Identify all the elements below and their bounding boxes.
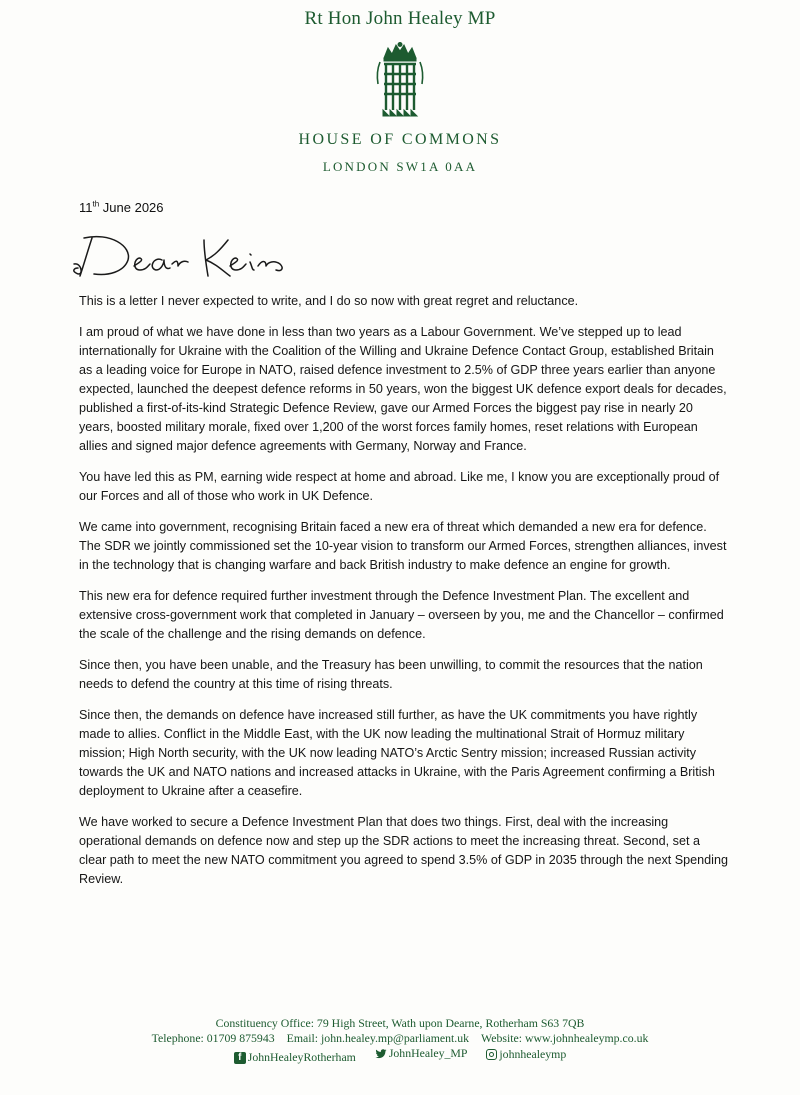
letterhead-address: LONDON SW1A 0AA: [322, 159, 478, 174]
handwritten-salutation: [70, 226, 300, 284]
letter-paragraph-1: This is a letter I never expected to write, and I do so now with great regret and reluctance.: [79, 294, 579, 308]
facebook-handle: JohnHealeyRotherham: [247, 1050, 356, 1064]
twitter-handle: JohnHealey_MP: [388, 1046, 468, 1060]
letter-footer: [0, 1016, 800, 1065]
letter-body: [79, 292, 729, 901]
instagram-handle: johnhealeymp: [499, 1046, 567, 1061]
letter-paragraph-7: Since then, the demands on defence have increased still further, as have the UK commitments you have rightly made to allies. Conflict in the Middle East, with the UK now leading the multinational Strait of Hormuz military mission; High North security, with the UK now leading NATO’s Arctic Sentry mission; increased Russian activity towards the UK and NATO nations and increased attacks in Ukraine, with the Paris Agreement confirming a British deployment to Ukraine after a ceasefire.: [79, 708, 715, 798]
portcullis-icon: [372, 42, 428, 118]
letter-paragraph-4: We came into government, recognising Britain faced a new era of threat which demanded a new era for defence. The SDR we jointly commissioned set the 10-year vision to transform our Armed Forces, strengthen alliances, invest in the technology that is changing warfare and back British industry to make defence an engine for growth.: [79, 520, 727, 572]
letterhead-name: Rt Hon John Healey MP: [304, 8, 496, 29]
date-day: 11: [79, 200, 93, 215]
footer-contact-row: [0, 1031, 800, 1046]
date-month-year: June 2026: [99, 200, 164, 215]
letter-paragraph-2: I am proud of what we have done in less than two years as a Labour Government. We’ve stepped up to lead internationally for Ukraine with the Coalition of the Willing and Ukraine Defence Contact Group, established Britain as a leading voice for Europe in NATO, raised defence investment to 2.5% of GDP three years earlier than anyone expected, launched the deepest defence reforms in 50 years, won the biggest UK defence export deals for decades, published a first-of-its-kind Strategic Defence Review, gave our Armed Forces the biggest pay rise in nearly 20 years, boosted military morale, fixed over 1,200 of the worst forces family homes, reset relations with European allies and signed major defence agreements with Germany, Norway and France.: [79, 325, 727, 453]
letter-paragraph-3: You have led this as PM, earning wide respect at home and abroad. Like me, I know you are exceptionally proud of our Forces and all of those who work in UK Defence.: [79, 470, 720, 503]
footer-instagram: [486, 1047, 566, 1062]
twitter-icon: [375, 1048, 387, 1060]
footer-telephone: Telephone: 01709 875943: [151, 1031, 275, 1045]
footer-constituency-office: Constituency Office: 79 High Street, Wath upon Dearne, Rotherham S63 7QB: [215, 1016, 585, 1030]
letter-paragraph-8: We have worked to secure a Defence Investment Plan that does two things. First, deal with the increasing operational demands on defence now and step up the SDR actions to meet the increasing threat. Second, set a clear path to meet the new NATO commitment you agreed to spend 3.5% of GDP in 2035 through the next Spending Review.: [79, 815, 728, 886]
house-of-commons-heading: HOUSE OF COMMONS: [298, 131, 502, 148]
date-suffix: th: [92, 199, 100, 209]
footer-twitter: [375, 1046, 468, 1061]
letter-date: [79, 200, 164, 215]
letter-paragraph-5: This new era for defence required further investment through the Defence Investment Plan. The excellent and extensive cross-government work that completed in January – overseen by you, me and the Chancellor – confirmed the scale of the challenge and the rising demands on defence.: [79, 589, 724, 641]
letter-paragraph-6: Since then, you have been unable, and the Treasury has been unwilling, to commit the resources that the nation needs to defend the country at this time of rising threats.: [79, 658, 703, 691]
footer-website: Website: www.johnhealeymp.co.uk: [481, 1031, 649, 1045]
instagram-icon: [486, 1049, 497, 1060]
footer-social-row: [0, 1046, 800, 1065]
footer-email: Email: john.healey.mp@parliament.uk: [286, 1031, 470, 1045]
footer-facebook: [234, 1050, 356, 1065]
facebook-icon: f: [234, 1052, 246, 1064]
